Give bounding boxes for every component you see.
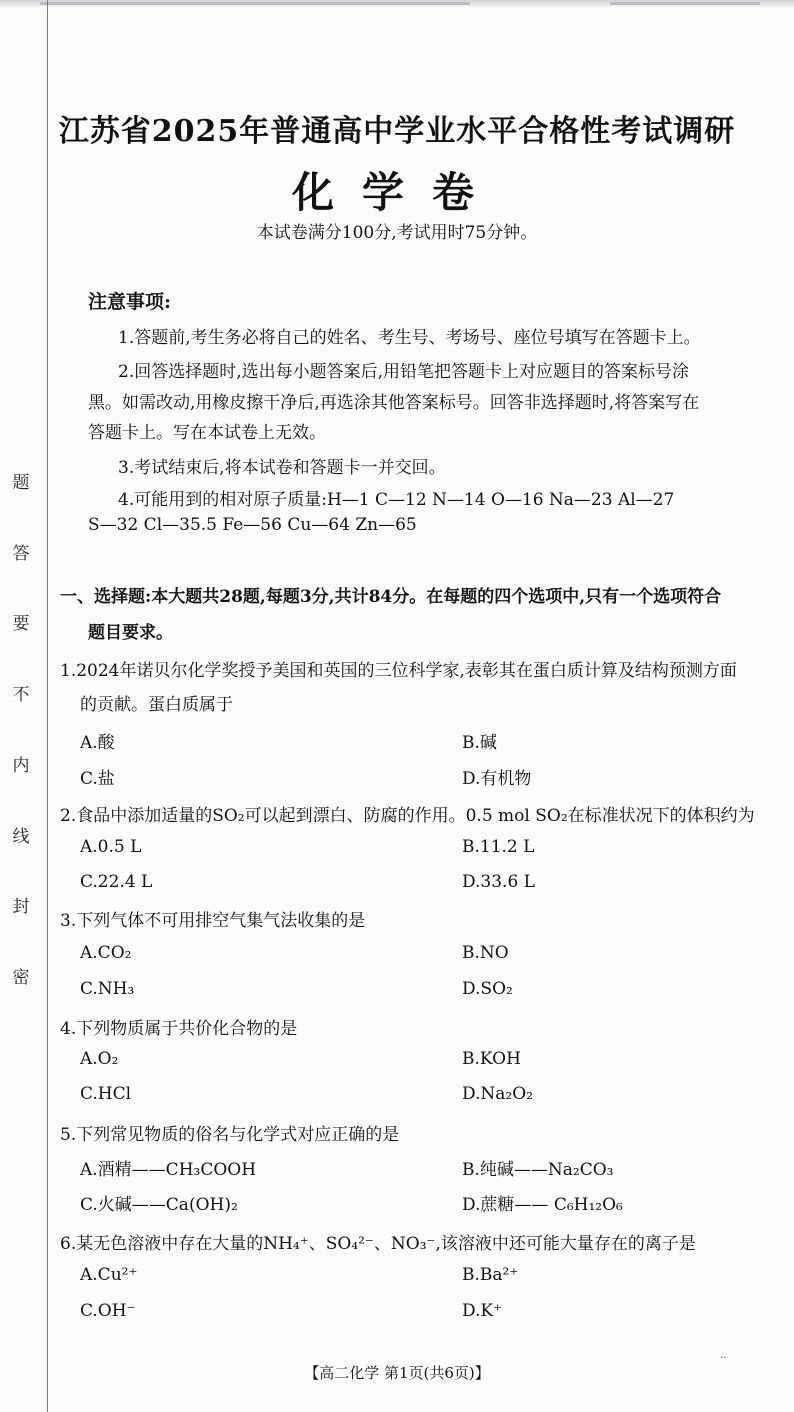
option: A.CO₂ xyxy=(80,943,132,963)
option: B.11.2 L xyxy=(462,837,535,857)
option: C.OH⁻ xyxy=(80,1301,136,1321)
binding-char: 内 xyxy=(12,755,30,776)
question-stem: 5.下列常见物质的俗名与化学式对应正确的是 xyxy=(60,1125,400,1145)
option: D.Na₂O₂ xyxy=(462,1084,534,1104)
notice-heading: 注意事项: xyxy=(88,291,172,313)
binding-char: 不 xyxy=(12,685,30,706)
question-stem: 1.2024年诺贝尔化学奖授予美国和英国的三位科学家,表彰其在蛋白质计算及结构预测方面 xyxy=(60,661,737,681)
notice-line: 黑。如需改动,用橡皮擦干净后,再选涂其他答案标号。回答非选择题时,将答案写在 xyxy=(88,393,700,413)
binding-char: 答 xyxy=(12,543,30,564)
option: A.O₂ xyxy=(80,1049,119,1069)
notice-line: 1.答题前,考生务必将自己的姓名、考生号、考场号、座位号填写在答题卡上。 xyxy=(118,328,701,348)
binding-char: 密 xyxy=(12,967,30,988)
binding-char: 封 xyxy=(12,897,30,918)
question-stem: 6.某无色溶液中存在大量的NH₄⁺、SO₄²⁻、NO₃⁻,该溶液中还可能大量存在的离子是 xyxy=(60,1234,696,1254)
question-stem: 2.食品中添加适量的SO₂可以起到漂白、防腐的作用。0.5 mol SO₂在标准状况下的体积约为 xyxy=(60,806,755,826)
scan-dots: .. xyxy=(720,1350,727,1361)
option: B.纯碱——Na₂CO₃ xyxy=(462,1160,614,1180)
page-footer: 【高二化学 第1页(共6页)】 xyxy=(304,1364,490,1382)
option: C.HCl xyxy=(80,1084,132,1104)
question-stem: 的贡献。蛋白质属于 xyxy=(80,695,233,715)
section-heading: 题目要求。 xyxy=(88,623,173,643)
option: A.0.5 L xyxy=(80,837,142,857)
option: A.Cu²⁺ xyxy=(80,1265,138,1285)
option: B.NO xyxy=(462,943,509,963)
scan-mark xyxy=(40,2,470,5)
score-note: 本试卷满分100分,考试用时75分钟。 xyxy=(256,223,538,243)
notice-line: 答题卡上。写在本试卷上无效。 xyxy=(88,423,326,443)
option: B.Ba²⁺ xyxy=(462,1265,519,1285)
option: D.SO₂ xyxy=(462,979,513,999)
option: C.盐 xyxy=(80,769,115,789)
binding-char: 线 xyxy=(12,826,30,847)
notice-line: 2.回答选择题时,选出每小题答案后,用铅笔把答题卡上对应题目的答案标号涂 xyxy=(118,362,690,382)
binding-char: 题 xyxy=(12,473,30,493)
binding-seal-text xyxy=(4,468,38,988)
option: B.KOH xyxy=(462,1049,521,1069)
notice-line: 4.可能用到的相对原子质量:H—1 C—12 N—14 O—16 Na—23 Al—27 xyxy=(118,490,675,510)
exam-subtitle: 化学卷 xyxy=(291,168,502,217)
option: C.NH₃ xyxy=(80,979,135,999)
option: D.K⁺ xyxy=(462,1301,503,1321)
option: B.碱 xyxy=(462,733,497,753)
option: D.有机物 xyxy=(462,769,532,789)
option: C.22.4 L xyxy=(80,872,153,892)
section-heading: 一、选择题:本大题共28题,每题3分,共计84分。在每题的四个选项中,只有一个选项符合 xyxy=(60,587,722,607)
scan-mark xyxy=(610,2,760,5)
notice-line: S—32 Cl—35.5 Fe—56 Cu—64 Zn—65 xyxy=(88,515,417,535)
notice-line: 3.考试结束后,将本试卷和答题卡一并交回。 xyxy=(118,458,446,478)
exam-title: 江苏省2025年普通高中学业水平合格性考试调研 xyxy=(58,114,736,149)
question-stem: 4.下列物质属于共价化合物的是 xyxy=(60,1019,298,1039)
option: A.酒精——CH₃COOH xyxy=(80,1160,257,1180)
binding-char: 要 xyxy=(12,614,30,635)
option: C.火碱——Ca(OH)₂ xyxy=(80,1195,238,1215)
option: A.酸 xyxy=(80,733,115,753)
question-stem: 3.下列气体不可用排空气集气法收集的是 xyxy=(60,911,366,931)
option: D.33.6 L xyxy=(462,872,535,892)
option: D.蔗糖—— C₆H₁₂O₆ xyxy=(462,1195,623,1215)
